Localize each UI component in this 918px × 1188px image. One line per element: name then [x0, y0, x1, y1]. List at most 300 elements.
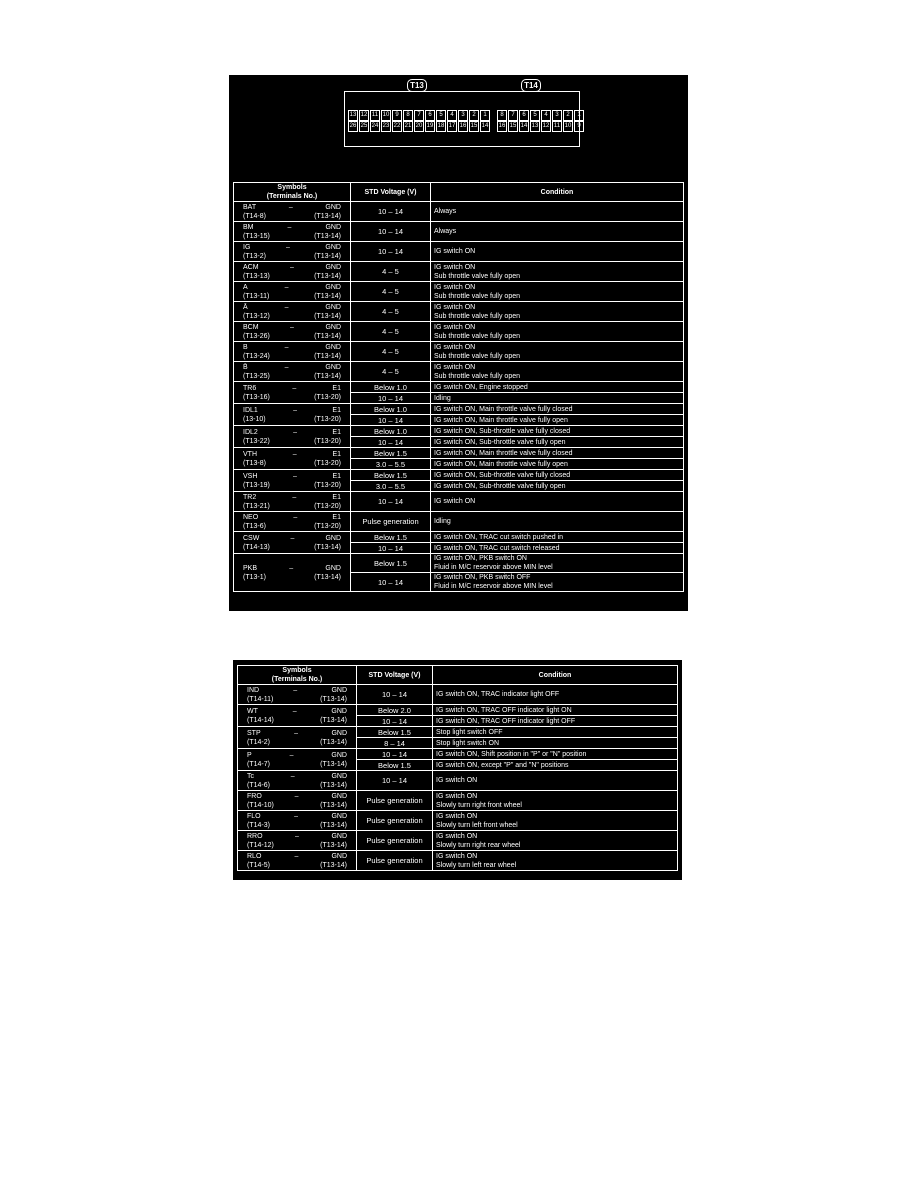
- ground-terminal: (T13-14): [314, 252, 341, 260]
- connector-pin: 8: [497, 110, 507, 121]
- std-voltage-cell: Pulse generation: [351, 512, 431, 532]
- condition-line: IG switch ON, Sub-throttle valve fully closed: [434, 471, 571, 479]
- symbol-cell: [234, 362, 351, 382]
- symbol-cell: [238, 851, 357, 871]
- dash-separator: –: [294, 852, 299, 860]
- connector-pin: 4: [447, 110, 457, 121]
- symbol-terminal: (T13-11): [243, 292, 270, 300]
- symbol-names: [241, 707, 353, 716]
- dash-separator: –: [287, 223, 292, 231]
- symbol-terminal: (T13-22): [243, 437, 270, 445]
- ground-name: GND: [331, 852, 347, 860]
- connector-pin: 2: [469, 110, 479, 121]
- symbol-name: CSW: [243, 534, 260, 542]
- terminal-voltage-figure-2: [233, 660, 682, 880]
- ground-name: E1: [332, 450, 341, 458]
- spacer: [288, 481, 296, 490]
- symbol-name: ACM: [243, 263, 259, 271]
- symbol-cell: [234, 342, 351, 362]
- connector-housing: [344, 91, 580, 147]
- terminal-numbers: [237, 573, 347, 582]
- condition-cell: [431, 543, 684, 554]
- connector-pin: 25: [359, 121, 369, 132]
- symbol-cell: [234, 426, 351, 448]
- connector-pin: 4: [541, 110, 551, 121]
- condition-cell: [433, 771, 678, 791]
- table-row: [238, 749, 678, 760]
- ground-name: GND: [325, 243, 341, 251]
- connector-pin: 2: [563, 110, 573, 121]
- table-row: [234, 382, 684, 393]
- terminal-numbers: [241, 760, 353, 769]
- condition-line: Stop light switch ON: [436, 739, 500, 747]
- std-voltage-cell: 10 – 14: [351, 415, 431, 426]
- connector-pin: 15: [508, 121, 518, 132]
- table-row: [234, 404, 684, 415]
- condition-cell: [431, 342, 684, 362]
- ecu-connector-diagram: [229, 75, 688, 181]
- symbol-name: IG: [243, 243, 251, 251]
- dash-separator: –: [292, 472, 297, 480]
- symbol-names: [237, 263, 347, 272]
- condition-cell: [433, 685, 678, 705]
- condition-line: Sub throttle valve fully open: [434, 352, 520, 360]
- condition-line: Sub throttle valve fully open: [434, 372, 520, 380]
- condition-cell: [433, 811, 678, 831]
- condition-cell: [433, 749, 678, 760]
- table-row: [238, 831, 678, 851]
- condition-cell: [431, 302, 684, 322]
- ground-terminal: (T13-14): [314, 212, 341, 220]
- condition-line: IG switch ON: [436, 852, 478, 860]
- condition-cell: [431, 448, 684, 459]
- condition-line: IG switch ON, PKB switch OFF: [434, 574, 531, 581]
- dash-separator: –: [290, 323, 294, 331]
- std-voltage-cell: Below 1.0: [351, 382, 431, 393]
- std-voltage-cell: 10 – 14: [351, 492, 431, 512]
- std-voltage-cell: 10 – 14: [357, 749, 433, 760]
- ground-name: E1: [332, 493, 341, 501]
- symbol-cell: [238, 811, 357, 831]
- symbol-terminal: (T13-6): [243, 522, 266, 530]
- table-row: [234, 512, 684, 532]
- terminal-numbers: [237, 502, 347, 511]
- table-row: [234, 470, 684, 481]
- spacer: [288, 393, 296, 402]
- symbol-terminal: (T14-10): [247, 801, 274, 809]
- ground-terminal: (T13-14): [314, 573, 341, 581]
- spacer: [286, 212, 294, 221]
- condition-line: IG switch ON, TRAC cut switch released: [434, 544, 560, 552]
- connector-pin: 14: [519, 121, 529, 132]
- condition-cell: [433, 727, 678, 738]
- symbol-names: [237, 534, 347, 543]
- dash-separator: –: [292, 450, 297, 458]
- symbol-names: [241, 686, 353, 695]
- connector-pin: 11: [552, 121, 562, 132]
- connector-pin: 6: [425, 110, 435, 121]
- symbol-terminal: (13-10): [243, 415, 266, 423]
- table-row: [238, 811, 678, 831]
- symbol-names: [237, 323, 347, 332]
- terminal-numbers: [241, 716, 353, 725]
- connector-pin: 26: [348, 121, 358, 132]
- voltage-spec-table-2: [237, 665, 678, 871]
- condition-cell: [431, 282, 684, 302]
- symbol-cell: [234, 382, 351, 404]
- ground-name: GND: [325, 343, 341, 351]
- symbol-terminal: (T13-19): [243, 481, 270, 489]
- condition-line: Slowly turn right rear wheel: [436, 841, 521, 849]
- condition-cell: [431, 222, 684, 242]
- table-row: [238, 791, 678, 811]
- ground-terminal: (T13-20): [314, 415, 341, 423]
- ground-name: GND: [331, 729, 347, 737]
- connector-pin: 7: [508, 110, 518, 121]
- symbol-names: [237, 513, 347, 522]
- ground-name: GND: [325, 303, 341, 311]
- ground-terminal: (T13-14): [320, 695, 347, 703]
- symbol-cell: [238, 685, 357, 705]
- dash-separator: –: [284, 303, 289, 311]
- table-row: [234, 426, 684, 437]
- symbol-name: PKB: [243, 564, 258, 572]
- spacer: [286, 459, 294, 468]
- symbol-cell: [238, 727, 357, 749]
- terminal-numbers: [237, 232, 347, 241]
- spacer: [288, 352, 296, 361]
- connector-pin: 7: [414, 110, 424, 121]
- symbol-name: P: [247, 751, 252, 759]
- symbol-name: BAT: [243, 203, 257, 211]
- condition-line: IG switch ON: [434, 263, 476, 271]
- spacer: [288, 332, 296, 341]
- spacer: [291, 861, 299, 870]
- connector-pin: 20: [414, 121, 424, 132]
- dash-separator: –: [295, 832, 299, 840]
- table-row: [234, 322, 684, 342]
- symbol-names: [241, 832, 353, 841]
- spacer: [293, 841, 301, 850]
- condition-line: IG switch ON: [436, 792, 478, 800]
- symbol-name: RLO: [247, 852, 262, 860]
- table-row: [234, 554, 684, 573]
- terminal-numbers: [237, 522, 347, 531]
- condition-header: Condition: [433, 666, 678, 685]
- symbol-name: BCM: [243, 323, 259, 331]
- table-row: [238, 705, 678, 716]
- connector-pin: 21: [403, 121, 413, 132]
- symbol-terminal: (T14-2): [247, 738, 270, 746]
- connector-pin: 24: [370, 121, 380, 132]
- std-voltage-cell: 10 – 14: [351, 242, 431, 262]
- symbol-terminal: (T13-16): [243, 393, 270, 401]
- condition-cell: [431, 415, 684, 426]
- ground-terminal: (T13-14): [314, 332, 341, 340]
- condition-line: Always: [434, 208, 457, 215]
- terminal-voltage-figure-1: [229, 75, 688, 611]
- condition-cell: [433, 791, 678, 811]
- symbol-terminal: (T13-24): [243, 352, 270, 360]
- symbol-terminal: (T13-2): [243, 252, 266, 260]
- symbol-name: FRO: [247, 792, 262, 800]
- symbol-terminal: (T13-8): [243, 459, 266, 467]
- terminal-numbers: [241, 738, 353, 747]
- condition-line: Sub throttle valve fully open: [434, 312, 520, 320]
- ground-terminal: (T13-14): [320, 716, 347, 724]
- symbol-cell: [234, 222, 351, 242]
- ground-name: GND: [325, 223, 341, 231]
- spacer: [288, 437, 296, 446]
- symbol-name: WT: [247, 707, 258, 715]
- table-row: [238, 727, 678, 738]
- ground-name: E1: [332, 513, 341, 521]
- condition-cell: [431, 322, 684, 342]
- ground-name: GND: [325, 283, 341, 291]
- condition-cell: [431, 393, 684, 404]
- condition-line: IG switch ON: [434, 498, 476, 505]
- table-row: [238, 771, 678, 791]
- ground-name: GND: [331, 707, 347, 715]
- symbol-names: [237, 363, 347, 372]
- ground-terminal: (T13-20): [314, 481, 341, 489]
- symbol-cell: [234, 302, 351, 322]
- condition-line: IG switch ON, except "P" and "N" positions: [436, 761, 569, 769]
- spacer: [286, 252, 294, 261]
- spacer: [288, 502, 296, 511]
- symbol-cell: [234, 554, 351, 592]
- std-voltage-cell: Below 1.5: [357, 760, 433, 771]
- condition-line: Fluid in M/C reservoir above MIN level: [434, 564, 553, 571]
- symbol-cell: [238, 771, 357, 791]
- condition-line: IG switch ON, Main throttle valve fully open: [434, 460, 568, 468]
- std-voltage-cell: 10 – 14: [351, 437, 431, 448]
- dash-separator: –: [285, 243, 290, 251]
- connector-pin: 1: [574, 110, 584, 121]
- dash-separator: –: [292, 493, 297, 501]
- condition-line: IG switch ON: [434, 303, 476, 311]
- symbol-terminal: (T13-1): [243, 573, 266, 581]
- condition-header: Condition: [431, 183, 684, 202]
- pin-row-top: [348, 110, 585, 121]
- terminal-numbers: [237, 212, 347, 221]
- symbol-names: [237, 406, 347, 415]
- ground-terminal: (T13-20): [314, 393, 341, 401]
- ground-terminal: (T13-14): [314, 292, 341, 300]
- symbol-cell: [234, 512, 351, 532]
- ground-terminal: (T13-14): [320, 801, 347, 809]
- table-row: [234, 262, 684, 282]
- dash-separator: –: [293, 406, 298, 414]
- voltage-header: STD Voltage (V): [351, 183, 431, 202]
- condition-cell: [433, 760, 678, 771]
- symbol-terminal: (T14-3): [247, 821, 270, 829]
- std-voltage-cell: 10 – 14: [357, 716, 433, 727]
- std-voltage-cell: 4 – 5: [351, 362, 431, 382]
- symbol-names: [237, 493, 347, 502]
- spacer: [293, 695, 301, 704]
- symbol-terminal: (T14-7): [247, 760, 270, 768]
- spacer: [291, 738, 299, 747]
- connector-pin: 5: [436, 110, 446, 121]
- ground-terminal: (T13-14): [314, 272, 341, 280]
- connector-pin: 3: [458, 110, 468, 121]
- ground-name: GND: [331, 772, 347, 780]
- t14-label: T14: [521, 79, 541, 92]
- ground-name: GND: [331, 832, 347, 840]
- condition-line: IG switch ON: [436, 777, 478, 784]
- symbol-name: BM: [243, 223, 254, 231]
- connector-pin: 11: [370, 110, 380, 121]
- std-voltage-cell: Below 1.0: [351, 426, 431, 437]
- condition-cell: [431, 202, 684, 222]
- symbol-terminal: (T13-13): [243, 272, 270, 280]
- spacer: [291, 760, 299, 769]
- dash-separator: –: [290, 772, 295, 780]
- spacer: [288, 272, 296, 281]
- connector-pin: 14: [480, 121, 490, 132]
- ground-name: GND: [331, 686, 347, 694]
- condition-line: Fluid in M/C reservoir above MIN level: [434, 583, 553, 590]
- connector-pin: 6: [519, 110, 529, 121]
- condition-cell: [431, 554, 684, 573]
- symbol-names: [237, 223, 347, 232]
- table-row: [234, 362, 684, 382]
- condition-cell: [431, 573, 684, 592]
- symbol-terminal: (T13-15): [243, 232, 270, 240]
- symbol-name: Tc: [247, 772, 254, 780]
- condition-line: IG switch ON, TRAC OFF indicator light OFF: [436, 717, 576, 725]
- dash-separator: –: [294, 812, 298, 820]
- std-voltage-cell: Below 1.5: [351, 532, 431, 543]
- spacer: [288, 312, 296, 321]
- symbol-names: [237, 243, 347, 252]
- symbol-names: [241, 772, 353, 781]
- std-voltage-cell: 10 – 14: [357, 771, 433, 791]
- table-row: [234, 242, 684, 262]
- spacer: [286, 522, 294, 531]
- std-voltage-cell: 8 – 14: [357, 738, 433, 749]
- condition-line: Slowly turn left rear wheel: [436, 861, 517, 869]
- symbol-terminal: (T14-12): [247, 841, 274, 849]
- condition-line: Stop light switch OFF: [436, 728, 503, 736]
- condition-cell: [431, 492, 684, 512]
- condition-line: IG switch ON: [434, 343, 476, 351]
- condition-cell: [433, 716, 678, 727]
- condition-line: Slowly turn right front wheel: [436, 801, 522, 809]
- voltage-spec-table-1: [233, 182, 684, 592]
- std-voltage-cell: 10 – 14: [351, 393, 431, 404]
- terminal-numbers: [237, 272, 347, 281]
- spacer: [286, 415, 294, 424]
- symbol-terminal: (T14-11): [247, 695, 274, 703]
- dash-separator: –: [284, 343, 289, 351]
- symbol-name: VSH: [243, 472, 258, 480]
- condition-line: IG switch ON: [434, 323, 476, 331]
- symbol-names: [241, 812, 353, 821]
- condition-cell: [431, 426, 684, 437]
- dash-separator: –: [290, 534, 295, 542]
- ground-name: GND: [331, 751, 347, 759]
- symbol-cell: [234, 532, 351, 554]
- ground-name: GND: [325, 203, 341, 211]
- condition-line: IG switch ON, Main throttle valve fully closed: [434, 449, 573, 457]
- symbol-cell: [234, 282, 351, 302]
- connector-pin: 9: [574, 121, 584, 132]
- ground-terminal: (T13-14): [314, 312, 341, 320]
- symbol-names: [237, 450, 347, 459]
- table-row: [234, 532, 684, 543]
- symbol-terminal: (T13-12): [243, 312, 270, 320]
- spacer: [288, 232, 296, 241]
- ground-terminal: (T13-14): [314, 352, 341, 360]
- condition-line: IG switch ON, Sub-throttle valve fully open: [434, 438, 566, 446]
- connector-pin: 1: [480, 110, 490, 121]
- condition-cell: [431, 437, 684, 448]
- connector-pin: 16: [497, 121, 507, 132]
- symbol-cell: [234, 448, 351, 470]
- symbol-name: A: [243, 283, 248, 291]
- symbol-cell: [238, 705, 357, 727]
- spacer: [288, 543, 296, 552]
- ground-name: GND: [325, 564, 341, 572]
- ground-terminal: (T13-14): [314, 232, 341, 240]
- ground-name: E1: [332, 406, 341, 414]
- spacer: [293, 801, 301, 810]
- terminal-numbers: [237, 459, 347, 468]
- condition-cell: [431, 262, 684, 282]
- ground-name: E1: [332, 472, 341, 480]
- condition-line: IG switch ON, Sub-throttle valve fully open: [434, 482, 566, 490]
- terminal-numbers: [241, 781, 353, 790]
- std-voltage-cell: 10 – 14: [351, 573, 431, 592]
- condition-cell: [433, 738, 678, 749]
- table-row: [234, 222, 684, 242]
- std-voltage-cell: 10 – 14: [351, 543, 431, 554]
- ground-name: GND: [331, 812, 347, 820]
- dash-separator: –: [294, 792, 299, 800]
- ground-terminal: (T13-14): [314, 543, 341, 551]
- terminal-numbers: [237, 292, 347, 301]
- dash-separator: –: [293, 428, 298, 436]
- ground-terminal: (T13-14): [320, 861, 347, 869]
- spacer: [288, 372, 296, 381]
- std-voltage-cell: 4 – 5: [351, 342, 431, 362]
- std-voltage-cell: 10 – 14: [357, 685, 433, 705]
- condition-line: IG switch ON: [436, 832, 478, 840]
- symbol-names: [237, 283, 347, 292]
- symbol-cell: [234, 262, 351, 282]
- ground-terminal: (T13-20): [314, 437, 341, 445]
- condition-cell: [431, 481, 684, 492]
- condition-line: Sub throttle valve fully open: [434, 272, 520, 280]
- terminal-numbers: [237, 415, 347, 424]
- connector-pin: 10: [381, 110, 391, 121]
- connector-pin: 19: [425, 121, 435, 132]
- std-voltage-cell: Below 1.5: [351, 554, 431, 573]
- symbol-names: [237, 564, 347, 573]
- symbol-terminal: (T14-14): [247, 716, 274, 724]
- symbol-name: TR2: [243, 493, 257, 501]
- table-row: [238, 685, 678, 705]
- spacer: [288, 292, 296, 301]
- condition-line: IG switch ON, Main throttle valve fully open: [434, 416, 568, 424]
- dash-separator: –: [289, 751, 294, 759]
- terminal-numbers: [237, 252, 347, 261]
- condition-line: IG switch ON, TRAC OFF indicator light ON: [436, 706, 572, 714]
- std-voltage-cell: Pulse generation: [357, 811, 433, 831]
- dash-separator: –: [284, 363, 289, 371]
